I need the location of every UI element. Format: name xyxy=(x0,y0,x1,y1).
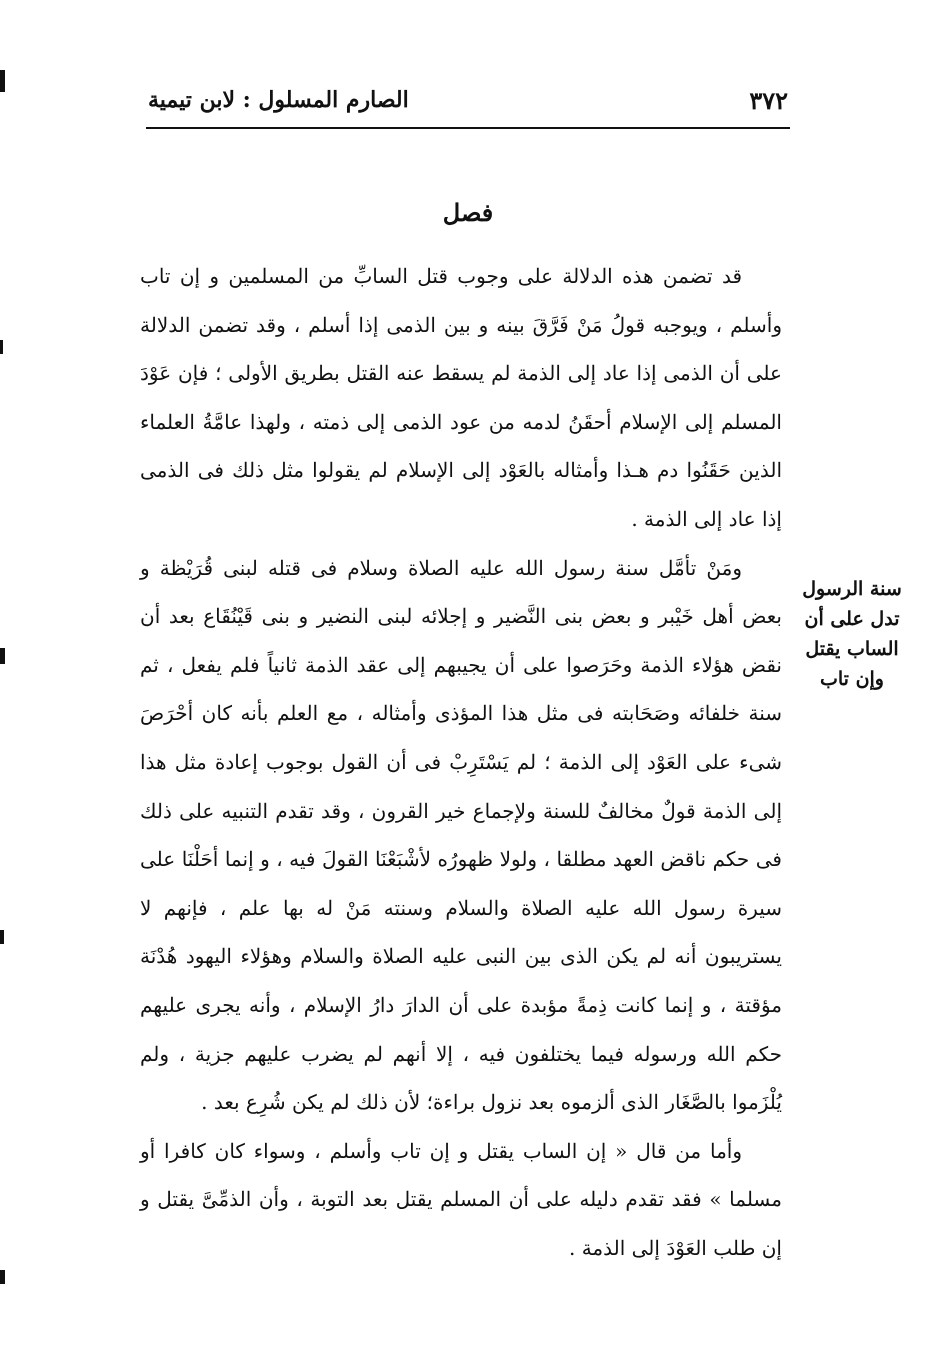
paragraph-2: ومَنْ تأمَّل سنة رسول الله عليه الصلاة وسلام فى قتله لبنى قُرَيْظة و بعض أهل خَيْبر و بعض بنى النَّضير و إجلائه لبنى النضير و بنى قَيْنُقَاع بعد أن نقض هؤلاء الذمة وحَرَصوا على أن يجيبهم إلى عقد الذمة ثانياً فلم يفعل ، ثم سنة خلفائه وصَحَابته فى مثل هذا المؤذى وأمثاله ، مع العلم بأنه كان أحْرَصَ شىء على العَوْد إلى الذمة ؛ لم يَسْتَرِبْ فى أن القول بوجوب إعادة مثل هذا إلى الذمة قولٌ مخالفٌ للسنة ولإجماع خير القرون ، وقد تقدم التنبيه على ذلك فى حكم ناقض العهد مطلقا ، ولولا ظهورُه لأشْبَعْنَا القولَ فيه ، و إنما أحَلْنَا على سيرة رسول الله عليه الصلاة والسلام وسنته مَنْ له بها علم ، فإنهم لا يستريبون أنه لم يكن الذى بين النبى عليه الصلاة والسلام وهؤلاء اليهود هُدْنَة مؤقتة ، و إنما كانت ذِمةً مؤبدة على أن الدارَ دارُ الإسلام ، وأنه يجرى عليهم حكم الله ورسوله فيما يختلفون فيه ، إلا أنهم لم يضرب عليهم جزية ، ولم يُلْزَموا بالصَّغَار الذى ألزموه بعد نزول براءة؛ لأن ذلك لم يكن شُرِع بعد . xyxy=(140,555,782,1115)
running-header xyxy=(148,80,788,120)
running-title: الصارم المسلول : لابن تيمية xyxy=(148,87,409,113)
paragraph-1: قد تضمن هذه الدلالة على وجوب قتل السابِّ من المسلمين و إن تاب وأسلم ، ويوجبه قولُ مَنْ فَرَّقَ بينه و بين الذمى إذا أسلم ، وقد تضمن الدلالة على أن الذمى إذا عاد إلى الذمة لم يسقط عنه القتل بطريق الأولى ؛ فإن عَوْدَ المسلم إلى الإسلام أحقَنُ لدمه من عود الذمى إلى ذمته ، ولهذا عامَّةُ العلماء الذين حَقَنُوا دم هـذا وأمثاله بالعَوْد إلى الإسلام لم يقولوا مثل ذلك فى الذمى إذا عاد إلى الذمة . xyxy=(140,264,782,531)
paragraph-3: وأما من قال « إن الساب يقتل و إن تاب وأسلم ، وسواء كان كافرا أو مسلما » فقد تقدم دليله على أن المسلم يقتل بعد التوبة ، وأن الذمِّىَّ يقتل و إن طلب العَوْدَ إلى الذمة . xyxy=(140,1138,782,1260)
scan-edge-mark xyxy=(0,648,5,664)
margin-note-line: سنة الرسول xyxy=(802,578,902,600)
body-text xyxy=(140,252,782,1272)
margin-note-line: تدل على أن xyxy=(804,608,900,630)
margin-note-line: الساب يقتل xyxy=(805,638,899,660)
margin-note-line: وإن تاب xyxy=(820,668,884,690)
scan-edge-mark xyxy=(0,1270,5,1284)
header-rule xyxy=(146,127,790,129)
scan-edge-mark xyxy=(0,70,5,92)
section-title: فصل xyxy=(442,198,494,227)
margin-note xyxy=(796,574,908,694)
scan-edge-mark xyxy=(0,930,4,944)
scan-edge-mark xyxy=(0,340,3,354)
page-number: ٣٧٢ xyxy=(749,85,788,115)
